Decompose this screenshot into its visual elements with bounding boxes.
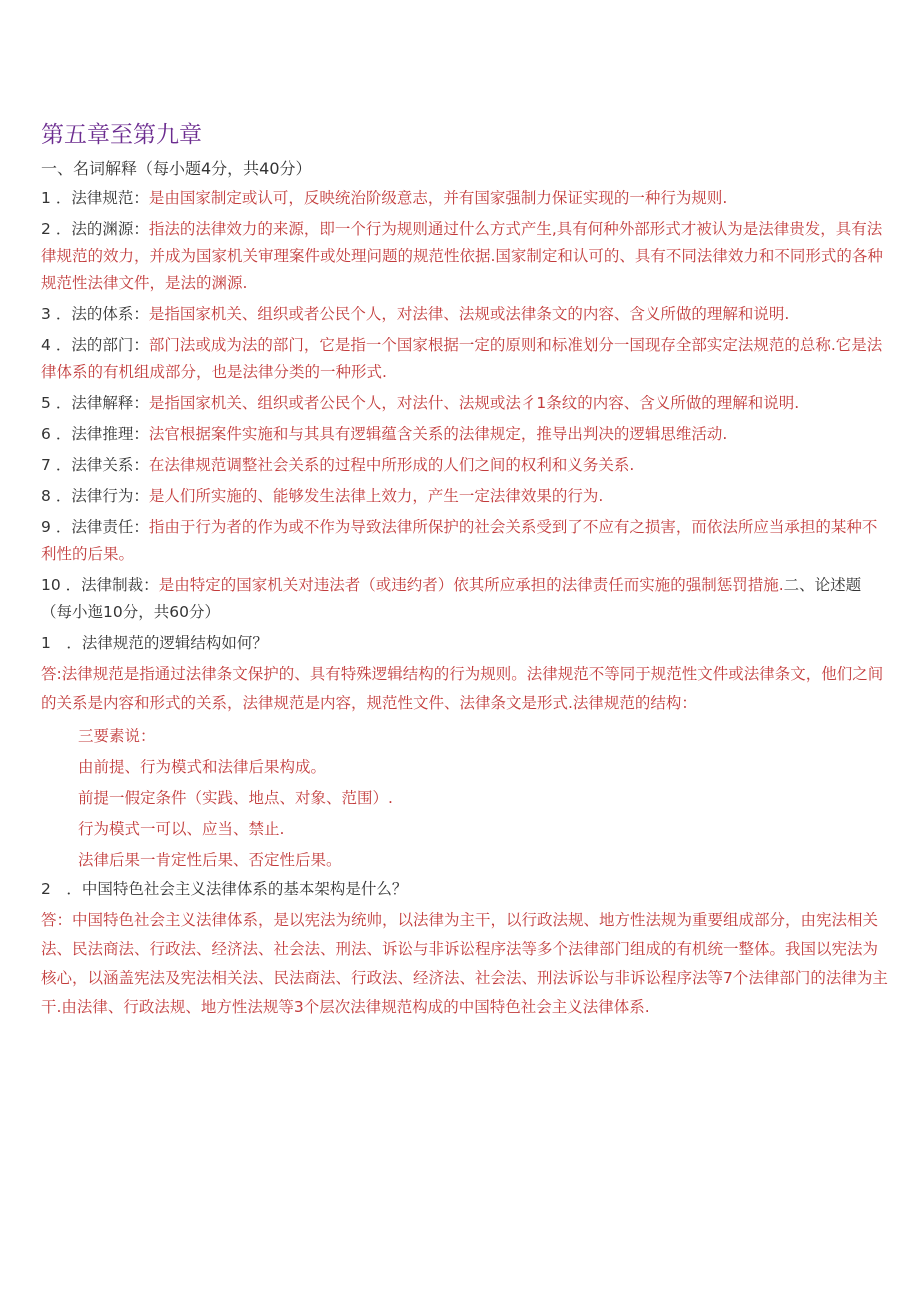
answer-1-point: 法律后果一肯定性后果、否定性后果。 (78, 851, 342, 869)
section2-heading: 论述题（每小迤10分，共60分） (41, 576, 862, 621)
term-name: ．法律制裁： (65, 576, 159, 594)
answer-1: 答:法律规范是指通过法律条文保护的、具有特殊逻辑结构的行为规则。法律规范不等同于规范性文件或法律条文，他们之间的关系是内容和形式的关系，法律规范是内容，规范性文件、法律条文是形式.法律规范的结构： (41, 665, 884, 712)
document-page (41, 118, 891, 1025)
term-name: ．法的部门： (55, 336, 149, 354)
term-number: 9 (41, 518, 51, 536)
question-2: 2 ．中国特色社会主义法律体系的基本架构是什么？ (41, 880, 408, 898)
term-number: 2 (41, 220, 51, 238)
section2-heading-prefix: 二、 (783, 576, 815, 594)
section1-heading: 一、名词解释（每小题4分，共40分） (41, 159, 312, 178)
term-number: 6 (41, 425, 51, 443)
term-name: ．法的渊源： (55, 220, 149, 238)
answer-1-point: 前提一假定条件（实践、地点、对象、范围）. (78, 789, 393, 807)
term-number: 10 (41, 576, 61, 594)
answer-1-point: 三要素说： (78, 727, 156, 745)
answer-1-point: 由前提、行为模式和法律后果构成。 (78, 758, 327, 776)
term-name: ．法律行为： (55, 487, 149, 505)
term-definition: 是指国家机关、组织或者公民个人，对法什、法规或法彳1条纹的内容、含义所做的理解和说明. (148, 394, 800, 412)
term-2 (41, 216, 891, 297)
chapter-title: 第五章至第九章 (41, 122, 202, 148)
term-name: ．法的体系： (55, 305, 149, 323)
term-8 (41, 483, 891, 510)
term-7 (41, 452, 891, 479)
term-definition: 在法律规范调整社会关系的过程中所形成的人们之间的权利和义务关系. (148, 456, 635, 474)
term-number: 3 (41, 305, 51, 323)
term-definition: 是人们所实施的、能够发生法律上效力，产生一定法律效果的行为. (148, 487, 604, 505)
term-1 (41, 185, 891, 212)
term-number: 8 (41, 487, 51, 505)
term-6 (41, 421, 891, 448)
term-number: 7 (41, 456, 51, 474)
term-definition: 指法的法律效力的来源，即一个行为规则通过什么方式产生,具有何种外部形式才被认为是法律贵发，具有法律规范的效力，并成为国家机关审理案件或处理问题的规范性依据.国家制定和认可的、具有不同法律效力和不同形式的各种规范性法律文件，是法的渊源. (41, 220, 883, 292)
answer-2: 答：中国特色社会主义法律体系，是以宪法为统帅，以法律为主干，以行政法规、地方性法规为重要组成部分，由宪法相关法、民法商法、行政法、经济法、社会法、刑法、诉讼与非诉讼程序法等多个法律部门组成的有机统一整体。我国以宪法为核心，以涵盖宪法及宪法相关法、民法商法、行政法、经济法、社会法、刑法诉讼与非诉讼程序法等7个法律部门的法律为主干.由法律、行政法规、地方性法规等3个层次法律规范构成的中国特色社会主义法律体系. (41, 911, 888, 1016)
term-number: 5 (41, 394, 51, 412)
term-5 (41, 390, 891, 417)
term-name: ．法律推理： (55, 425, 149, 443)
term-definition: 指由于行为者的作为或不作为导致法律所保护的社会关系受到了不应有之损害，而依法所应当承担的某种不利性的后果。 (41, 518, 878, 563)
term-number: 1 (41, 189, 51, 207)
term-name: ．法律解释： (55, 394, 149, 412)
question-1: 1 ．法律规范的逻辑结构如何？ (41, 634, 268, 652)
term-10 (41, 572, 891, 626)
answer-1-point: 行为模式一可以、应当、禁止. (78, 820, 285, 838)
term-4 (41, 332, 891, 386)
term-definition: 是由特定的国家机关对违法者（或违约者）依其所应承担的法律责任而实施的强制惩罚措施. (158, 576, 784, 594)
term-definition: 是指国家机关、组织或者公民个人，对法律、法规或法律条文的内容、含义所做的理解和说明. (148, 305, 790, 323)
term-number: 4 (41, 336, 51, 354)
term-definition: 法官根据案件实施和与其具有逻辑蕴含关系的法律规定，推导出判决的逻辑思维活动. (148, 425, 728, 443)
term-definition: 是由国家制定或认可，反映统治阶级意志，并有国家强制力保证实现的一种行为规则. (148, 189, 728, 207)
term-definition: 部门法或成为法的部门，它是指一个国家根据一定的原则和标准划分一国现存全部实定法规范的总称.它是法律体系的有机组成部分，也是法律分类的一种形式. (41, 336, 883, 381)
term-9 (41, 514, 891, 568)
term-3 (41, 301, 891, 328)
term-name: ．法律规范： (55, 189, 149, 207)
term-name: ．法律关系： (55, 456, 149, 474)
term-name: ．法律责任： (55, 518, 149, 536)
